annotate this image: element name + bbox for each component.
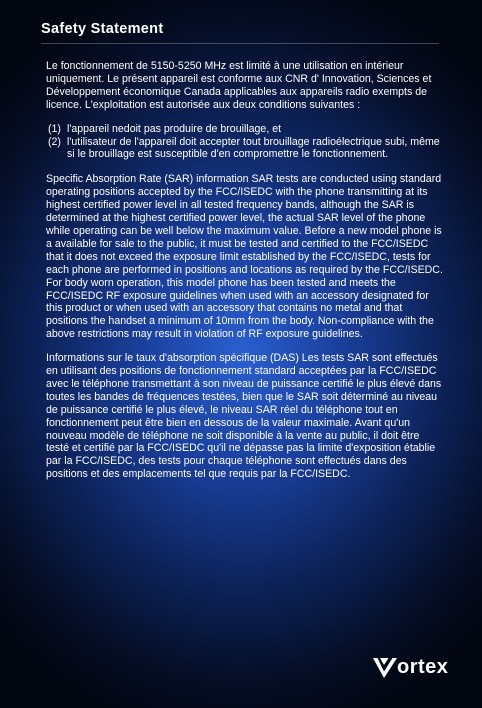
list-item-number: (1) [48,122,61,135]
intro-paragraph: Le fonctionnement de 5150-5250 MHz est limité à une utilisation en intérieur uniquement. Le présent appareil est conforme aux CNR d' Innovation, Sciences et Développement économique Canada applicables aux appareils radio exempts de licence. L'exploitation est autorisée aux deux conditions suivantes : [46,60,432,111]
sar-english-paragraph: Specific Absorption Rate (SAR) information SAR tests are conducted using standard operating positions accepted by the FCC/ISEDC with the phone transmitting at its highest certified power level in all tested frequency bands, although the SAR is determined at the highest certified power level, the actual SAR level of the phone while operating can be well below the maximum value. Before a new model phone is a available for sale to the public, it must be tested and certified to the FCC/ISEDC that it does not exceed the exposure limit established by the FCC/ISEDC, tests for each phone are performed in positions and locations as required by the FCC/ISEDC. For body worn operation, this model phone has been tested and meets the FCC/ISEDC RF exposure guidelines when used with an accessory designated for this product or when used with an accessory that contains no metal and that positions the handset a minimum of 10mm from the body. Non-compliance with the above restrictions may result in violation of RF exposure guidelines. [46,173,443,341]
header-divider [41,43,439,44]
vortex-logo [372,652,468,682]
statement-body [46,60,444,492]
conditions-list [48,123,444,162]
list-item-text: l'appareil nedoit pas produire de brouillage, et [67,122,282,135]
logo-wordmark: ortex [397,656,449,678]
page-title: Safety Statement [41,21,164,37]
list-item [48,136,444,162]
sar-french-paragraph: Informations sur le taux d'absorption spécifique (DAS) Les tests SAR sont effectués en utilisant des positions de fonctionnement standard acceptées par la FCC/ISEDC avec le téléphone transmettant à son niveau de puissance certifié le plus élevé dans toutes les bandes de fréquences testées, bien que le SAR soit déterminé au niveau de puissance certifié le plus élevé, le niveau SAR réel du téléphone tout en fonctionnement peut être bien en dessous de la valeur maximale. Avant qu'un nouveau modèle de téléphone ne soit disponible à la vente au public, il doit être testé et certifié par la FCC/ISEDC qu'il ne dépasse pas la limite d'exposition établie par la FCC/ISEDC, des tests pour chaque téléphone sont effectués dans des positions et des emplacements tel que requis par la FCC/ISEDC. [46,352,442,481]
list-item [48,123,444,136]
list-item-text: l'utilisateur de l'appareil doit accepter tout brouillage radioélectrique subi, même si le brouillage est susceptible d'en compromettre le fonctionnement. [67,135,440,161]
vortex-v-logo-icon [372,654,398,680]
page-header [41,18,439,44]
list-item-number: (2) [48,135,61,148]
